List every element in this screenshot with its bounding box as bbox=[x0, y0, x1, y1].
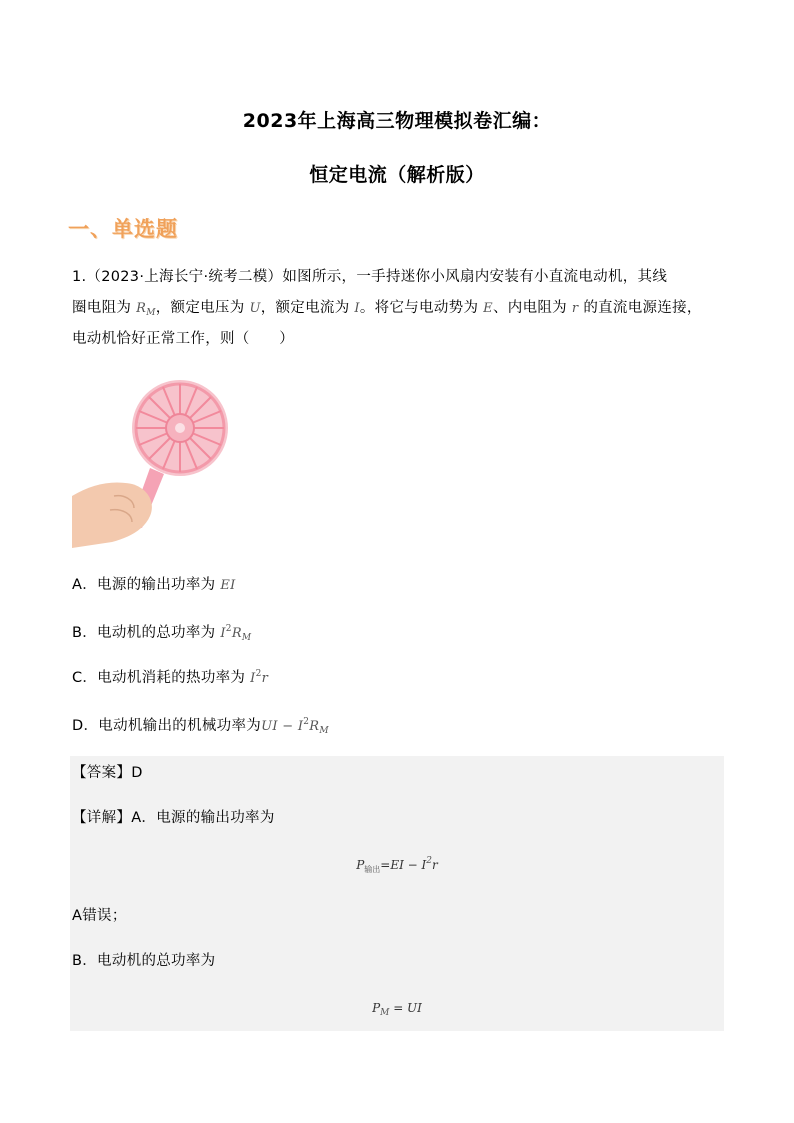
fan-head bbox=[132, 380, 228, 476]
option-a[interactable] bbox=[72, 575, 236, 596]
question-text: 圈电阻为 bbox=[72, 300, 137, 316]
option-c-sup: 2 bbox=[255, 669, 262, 679]
option-a-expr: EI bbox=[220, 578, 236, 593]
explanation-line: 【详解】A．电源的输出功率为 bbox=[72, 810, 275, 826]
option-b-text: B．电动机的总功率为 bbox=[72, 625, 221, 641]
handheld-fan-image bbox=[72, 376, 232, 548]
var-r: R bbox=[136, 301, 147, 316]
hand bbox=[72, 483, 152, 549]
option-c-expr2: r bbox=[261, 671, 269, 686]
formula-end: r bbox=[432, 858, 438, 872]
option-d-expr2: R bbox=[309, 719, 320, 734]
option-c-expr: I bbox=[250, 671, 256, 686]
answer-line: 【答案】D bbox=[72, 765, 143, 781]
formula-sup: 2 bbox=[426, 856, 433, 866]
section-heading: 一、单选题 bbox=[68, 216, 178, 241]
formula-motor-power bbox=[0, 1001, 794, 1018]
option-c[interactable] bbox=[72, 664, 268, 689]
var-i: I bbox=[354, 301, 360, 316]
formula-subscript: 输出 bbox=[364, 865, 381, 874]
option-d-sup: 2 bbox=[303, 717, 310, 727]
var-e: E bbox=[483, 301, 493, 316]
option-a-judgement: A错误； bbox=[72, 908, 127, 924]
option-b-sup: 2 bbox=[225, 624, 232, 634]
var-u: U bbox=[249, 301, 261, 316]
option-b[interactable] bbox=[72, 619, 251, 648]
formula-rest: = UI bbox=[389, 1001, 422, 1015]
option-d-sub: M bbox=[319, 726, 329, 736]
question-text: 。将它与电动势为 bbox=[359, 300, 484, 316]
question-line-2 bbox=[72, 298, 702, 323]
formula-subscript: M bbox=[380, 1008, 390, 1018]
document-subtitle: 恒定电流（解析版） bbox=[309, 164, 485, 186]
formula-symbol: P bbox=[372, 1001, 381, 1015]
option-b-expr2: R bbox=[231, 626, 242, 641]
option-a-text: A．电源的输出功率为 bbox=[72, 577, 221, 593]
var-small-r: r bbox=[571, 301, 579, 316]
option-b-sub: M bbox=[241, 633, 252, 643]
answer-explanation-box bbox=[70, 756, 724, 1031]
question-line-1: 1.（2023·上海长宁·统考二模）如图所示，一手持迷你小风扇内安装有小直流电动机，其线 bbox=[72, 269, 668, 285]
option-d-expr: UI − I bbox=[261, 719, 304, 734]
question-line-3: 电动机恰好正常工作，则（ ） bbox=[72, 331, 294, 347]
var-subscript: M bbox=[146, 308, 156, 318]
explanation-b-line: B．电动机的总功率为 bbox=[72, 953, 216, 969]
question-text: 的直流电源连接， bbox=[578, 300, 702, 316]
formula-symbol: P bbox=[356, 858, 365, 872]
option-d-text: D．电动机输出的机械功率为 bbox=[72, 718, 262, 734]
question-text: ，额定电流为 bbox=[260, 300, 355, 316]
option-b-expr: I bbox=[220, 626, 226, 641]
option-d[interactable] bbox=[72, 712, 329, 741]
option-c-text: C．电动机消耗的热功率为 bbox=[72, 670, 251, 686]
question-text: 、内电阻为 bbox=[492, 300, 572, 316]
formula-output-power bbox=[0, 856, 794, 875]
formula-rest: =EI − I bbox=[380, 858, 427, 872]
document-title: 2023年上海高三物理模拟卷汇编： bbox=[242, 110, 552, 132]
question-text: ，额定电压为 bbox=[155, 300, 250, 316]
